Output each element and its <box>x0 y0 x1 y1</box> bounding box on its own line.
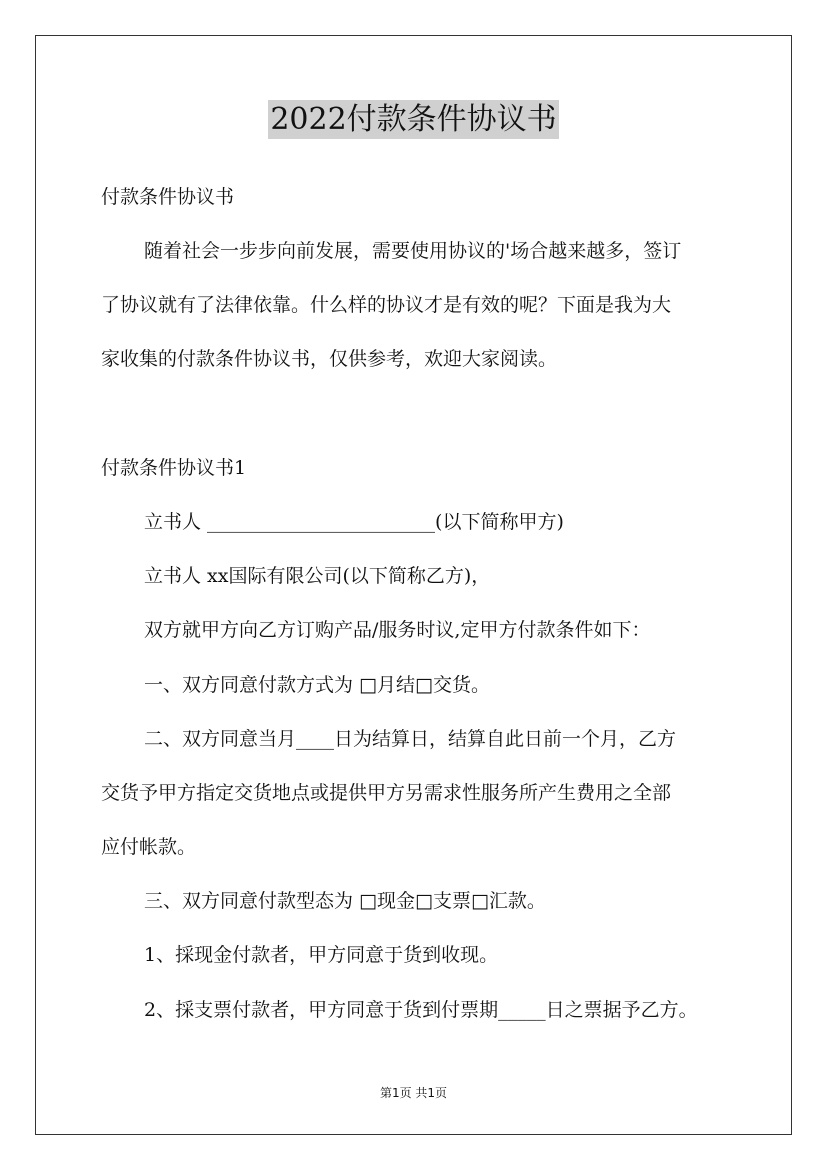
paragraph-line: 交货予甲方指定交货地点或提供甲方另需求性服务所产生费用之全部 <box>101 782 672 804</box>
page-footer: 第1页 共1页 <box>379 1086 448 1100</box>
document-title: 2022付款条件协议书 <box>270 102 557 137</box>
paragraph-line: 立书人 xx国际有限公司(以下简称乙方)， <box>144 565 491 587</box>
paragraph-line: 随着社会一步步向前发展，需要使用协议的'场合越来越多，签订 <box>144 240 682 262</box>
document-title-wrap <box>0 100 827 140</box>
paragraph-line: 二、双方同意当月____日为结算日，结算自此日前一个月，乙方 <box>144 728 677 750</box>
paragraph-line: 三、双方同意付款型态为 □现金□支票□汇款。 <box>144 890 546 912</box>
section-heading: 付款条件协议书1 <box>101 457 247 479</box>
paragraph-line: 家收集的付款条件协议书，仅供参考，欢迎大家阅读。 <box>101 348 558 370</box>
paragraph-line: 1、採现金付款者，甲方同意于货到收现。 <box>144 944 499 966</box>
paragraph-line: 2、採支票付款者，甲方同意于货到付票期_____日之票据予乙方。 <box>144 999 698 1021</box>
paragraph-line: 应付帐款。 <box>101 836 197 858</box>
paragraph-line: 立书人 ________________________(以下简称甲方) <box>144 511 564 533</box>
paragraph-line: 了协议就有了法律依靠。什么样的协议才是有效的呢？下面是我为大 <box>101 294 672 316</box>
section-heading: 付款条件协议书 <box>101 186 235 208</box>
paragraph-line: 双方就甲方向乙方订购产品/服务时议,定甲方付款条件如下： <box>144 619 651 641</box>
paragraph-line: 一、双方同意付款方式为 □月结□交货。 <box>144 674 490 696</box>
